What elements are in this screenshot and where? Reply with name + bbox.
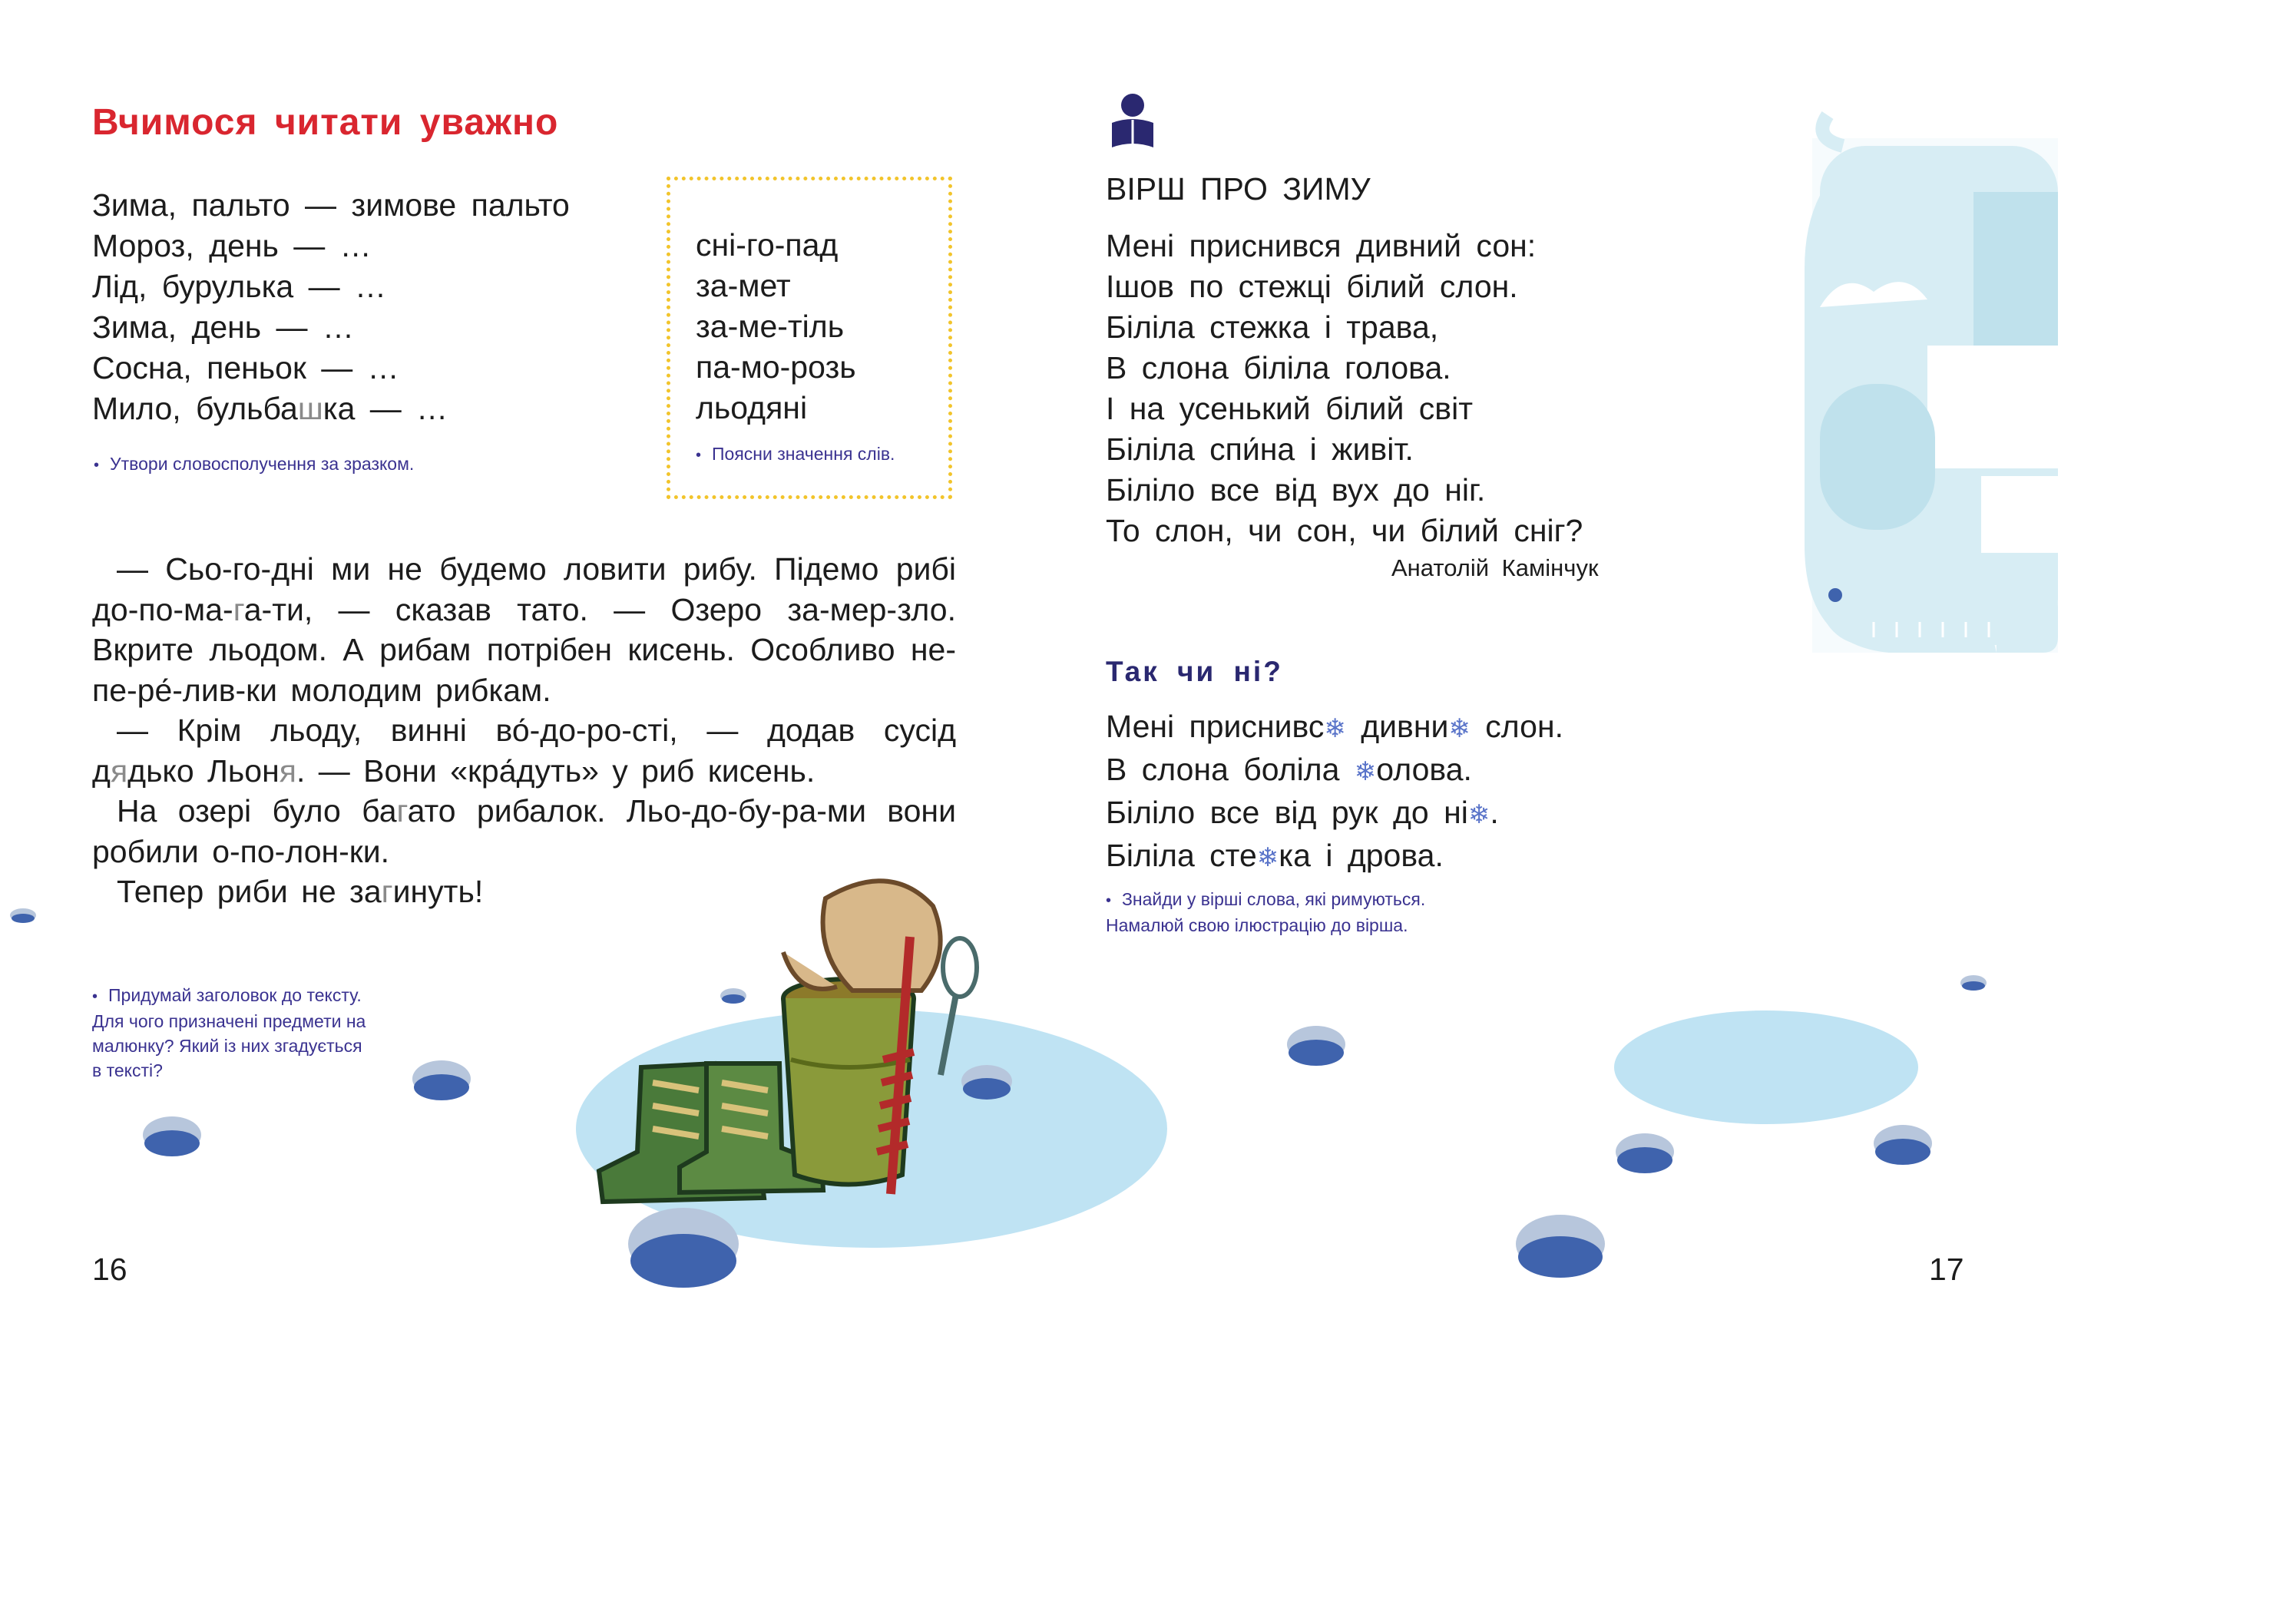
poem-line: Ішов по стежці білий слон. bbox=[1106, 269, 1518, 304]
page-number-left: 16 bbox=[92, 1252, 127, 1287]
note-line: Намалюй свою ілюстрацію до вірша. bbox=[1106, 915, 1408, 935]
bullet-dot: • bbox=[1106, 892, 1112, 909]
poem-line: Біліла стежка і трава, bbox=[1106, 309, 1439, 345]
quiz-line bbox=[1106, 792, 1563, 835]
snowflake-icon: ❄ bbox=[1256, 843, 1279, 872]
text-part: Тепер риби не за bbox=[117, 874, 382, 909]
text-part: ато рибалок. Льо-до-бу-ра-ми вони робили о-по-лон-ки. bbox=[92, 793, 956, 869]
elephant-illustration bbox=[1720, 115, 2066, 683]
text-part: дивни bbox=[1345, 709, 1449, 744]
ice-hole bbox=[1616, 1133, 1674, 1173]
text-part: ка — … bbox=[323, 391, 448, 426]
poem-line: І на усенький білий світ bbox=[1106, 391, 1473, 426]
poem-title: ВІРШ ПРО ЗИМУ bbox=[1106, 171, 1371, 207]
snowflake-icon: ❄ bbox=[1448, 714, 1471, 743]
quiz-lines bbox=[1106, 706, 1563, 878]
text-part: ка і дрова. bbox=[1279, 838, 1444, 873]
page-number-right: 17 bbox=[1929, 1252, 1964, 1287]
text-part: — Крім льоду, винні во́-до-ро-сті, — додав сусід д bbox=[92, 713, 956, 789]
vocab-word: льодяні bbox=[696, 390, 808, 425]
ice-hole bbox=[1287, 1026, 1345, 1066]
text-part: Мені приснивс bbox=[1106, 709, 1325, 744]
bullet-dot: • bbox=[92, 988, 98, 1005]
note-text: Утвори словосполучення за зразком. bbox=[110, 454, 415, 474]
ice-patch bbox=[1614, 1010, 1918, 1124]
highlight-letter: г bbox=[396, 793, 408, 829]
text-part: В слона боліла bbox=[1106, 752, 1355, 787]
note-line: Для чого призначені предмети на bbox=[92, 1011, 366, 1031]
pair-line: Лід, бурулька — … bbox=[92, 269, 386, 304]
note-line: малюнку? Який із них згадується bbox=[92, 1036, 362, 1056]
reader-icon bbox=[1106, 92, 1160, 154]
highlight-letter: г bbox=[381, 874, 393, 909]
text-part: Мило, бульба bbox=[92, 391, 298, 426]
poem-line: Мені приснився дивний сон: bbox=[1106, 228, 1537, 263]
note-text: Знайди у вірші слова, які римуються. bbox=[1122, 889, 1426, 909]
text-part: . — Вони «кра́дуть» у риб кисень. bbox=[296, 752, 816, 789]
text-part: а-ти, — сказав тато. — Озеро за-мер-зло. Вкрите льодом. А рибам потрібен кисень. Особливо не-пе-ре́-лив-ки молодим рибкам. bbox=[92, 591, 956, 708]
pair-line: Сосна, пеньок — … bbox=[92, 350, 399, 385]
ice-hole bbox=[628, 1208, 739, 1288]
poem-line: Біліло все від вух до ніг. bbox=[1106, 472, 1486, 508]
highlight-letter: я bbox=[279, 752, 296, 789]
quiz-line bbox=[1106, 749, 1563, 792]
note-line bbox=[1106, 887, 1425, 913]
pair-line: Зима, пальто — зимове пальто bbox=[92, 187, 570, 223]
ice-illustration-left bbox=[0, 0, 1136, 1321]
poem bbox=[1106, 226, 1583, 551]
pair-line: Зима, день — … bbox=[92, 309, 354, 345]
ice-hole bbox=[1516, 1215, 1605, 1278]
text-part: На озері було ба bbox=[117, 793, 397, 829]
snowflake-icon: ❄ bbox=[1354, 757, 1377, 786]
ice-hole bbox=[961, 1065, 1012, 1100]
bullet-dot: • bbox=[94, 457, 100, 474]
text-part: Біліла сте bbox=[1106, 838, 1257, 873]
poem-line: То слон, чи сон, чи білий сніг? bbox=[1106, 513, 1583, 548]
vocab-word: па-мо-розь bbox=[696, 349, 856, 385]
note-line: в тексті? bbox=[92, 1060, 163, 1080]
quiz-line bbox=[1106, 835, 1563, 878]
text-part: Біліло все від рук до ні bbox=[1106, 795, 1468, 830]
note-text: Поясни значення слів. bbox=[712, 444, 895, 464]
ice-hole bbox=[1960, 975, 1987, 991]
vocab-word: за-ме-тіль bbox=[696, 309, 845, 344]
pair-line: Мороз, день — … bbox=[92, 228, 372, 263]
highlight-letter: г bbox=[233, 591, 244, 627]
quiz-line bbox=[1106, 706, 1563, 749]
highlight-letter: ш bbox=[297, 391, 323, 426]
poem-line: В слона біліла голова. bbox=[1106, 350, 1451, 385]
text-part: . bbox=[1490, 795, 1499, 830]
vocab-word: сні-го-пад bbox=[696, 227, 839, 263]
text-part: — Сьо-го-дні ми не будемо ловити рибу. Підемо рибі до-по-ма- bbox=[92, 551, 956, 627]
ice-hole bbox=[1874, 1125, 1932, 1165]
ice-hole bbox=[143, 1116, 201, 1156]
text-part: олова. bbox=[1376, 752, 1472, 787]
snowflake-icon: ❄ bbox=[1324, 714, 1346, 743]
poem-author: Анатолій Камінчук bbox=[1391, 554, 1599, 581]
fur-hat bbox=[783, 881, 941, 991]
bullet-dot: • bbox=[696, 447, 702, 464]
ice-hole bbox=[412, 1060, 471, 1100]
ice-illustration-right bbox=[1229, 921, 2035, 1305]
ice-hole bbox=[720, 988, 746, 1004]
text-part: инуть! bbox=[392, 874, 484, 909]
ice-hole bbox=[10, 908, 36, 923]
text-part: слон. bbox=[1470, 709, 1564, 744]
poem-line: Біліла спи́на і живіт. bbox=[1106, 432, 1414, 467]
highlight-letter: я bbox=[110, 752, 128, 789]
note-text: Придумай заголовок до тексту. bbox=[108, 985, 362, 1005]
lesson-title: Вчимося читати уважно bbox=[92, 102, 559, 143]
vocab-word: за-мет bbox=[696, 268, 791, 303]
snowflake-icon: ❄ bbox=[1467, 800, 1490, 829]
text-part: дько Льон bbox=[127, 752, 280, 789]
quiz-title: Так чи ні? bbox=[1106, 656, 1283, 687]
